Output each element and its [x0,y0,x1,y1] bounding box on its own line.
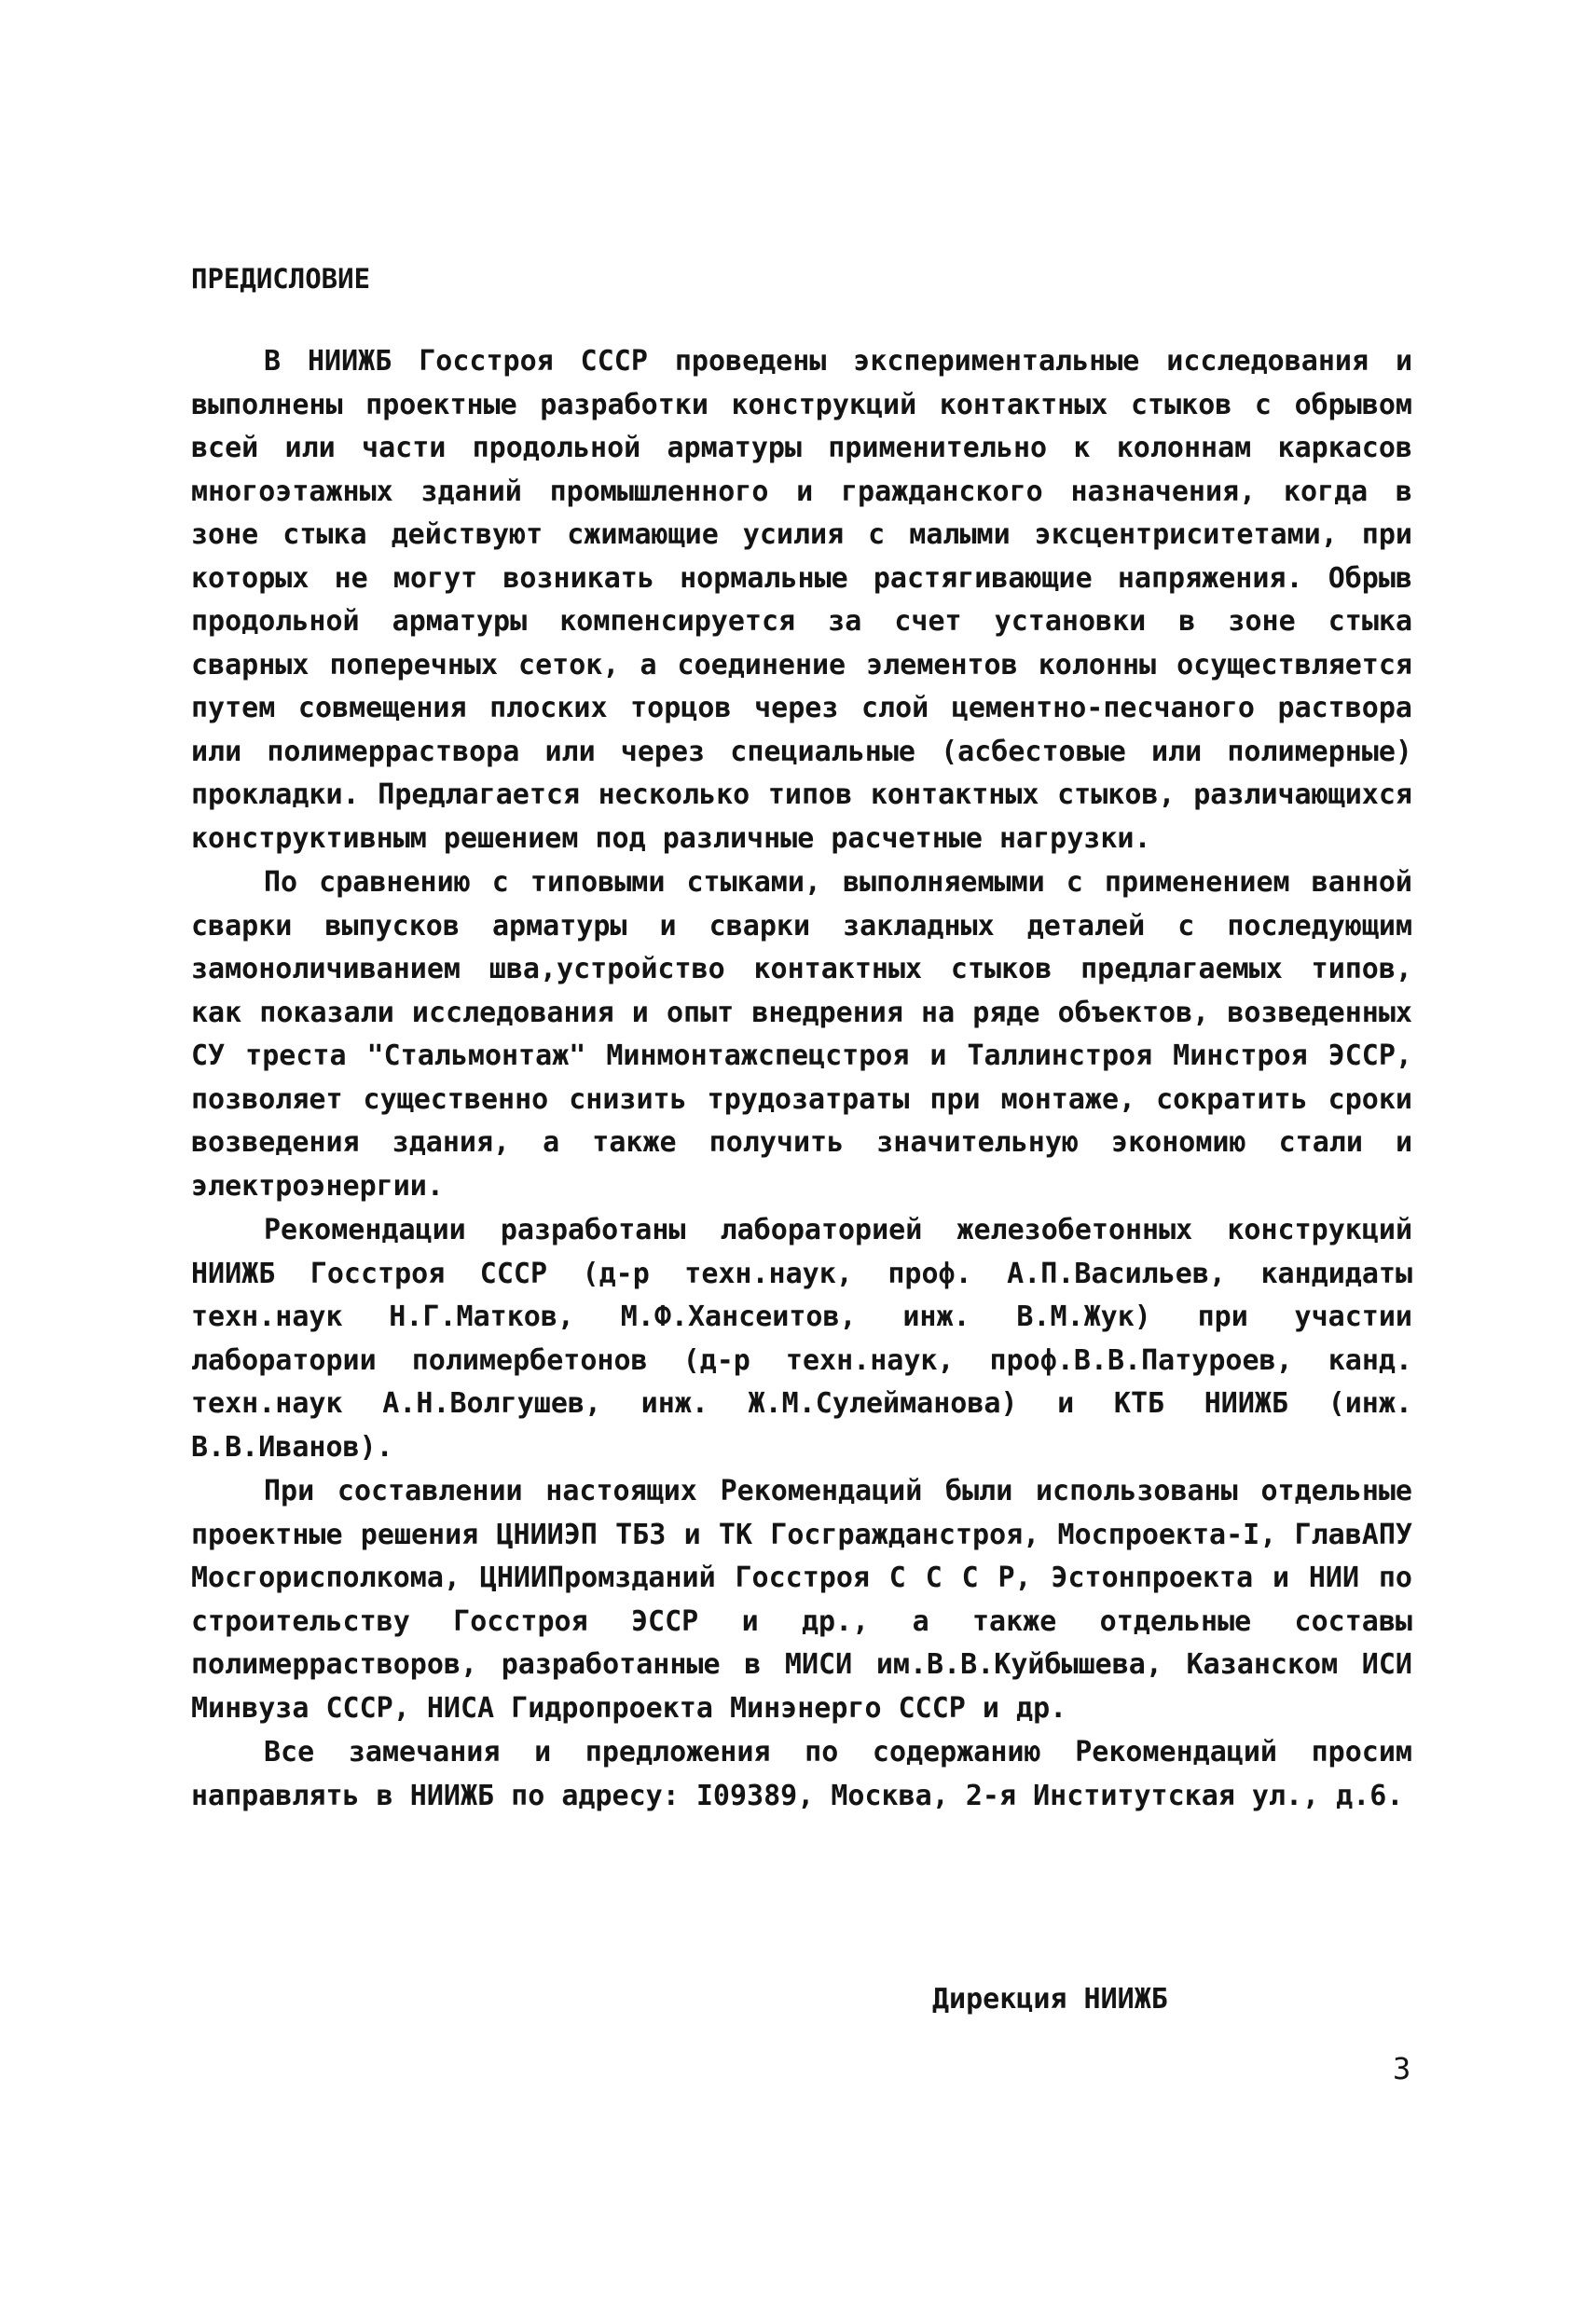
paragraph-research: В НИИЖБ Госстроя СССР проведены экспериментальные исследования и выполнены проектные разработки конструкций контактных стыков с обрывом всей или части продольной арматуры применительно к колоннам каркасов многоэтажных зданий промышленного и гражданского назначения, когда в зоне стыка действуют сжимающие усилия с малыми эксцентриситетами, при которых не могут возникать нормальные растягивающие напряжения. Обрыв продольной арматуры компенсируется за счет установки в зоне стыка сварных поперечных сеток, а соединение элементов колонны осуществляется путем совмещения плоских торцов через слой цементно-песчаного раствора или полимерраствора или через специальные (асбестовые или полимерные) прокладки. Предлагается несколько типов контактных стыков, различающихся конструктивным решением под различные расчетные нагрузки. [191,345,1412,855]
page-number: 3 [1393,2051,1411,2086]
paragraph-contact: Все замечания и предложения по содержанию Рекомендаций просим направлять в НИИЖБ по адресу: I09389, Москва, 2-я Институтская ул., д.6. [191,1736,1412,1812]
body-text [191,340,1412,1819]
paragraph-authors: Рекомендации разработаны лабораторией железобетонных конструкций НИИЖБ Госстроя СССР (д-р техн.наук, проф. А.П.Васильев, кандидаты техн.наук Н.Г.Матков, М.Ф.Хансеитов, инж. В.М.Жук) при участии лаборатории полимербетонов (д-р техн.наук, проф.В.В.Патуроев, канд. техн.наук А.Н.Волгушев, инж. Ж.М.Сулейманова) и КТБ НИИЖБ (инж. В.В.Иванов). [191,1214,1412,1464]
paragraph-sources: При составлении настоящих Рекомендаций были использованы отдельные проектные решения ЦНИИЭП ТБЗ и ТК Госгражданстроя, Моспроекта-I, ГлавАПУ Мосгорисполкома, ЦНИИПромзданий Госстроя С С С Р, Эстонпроекта и НИИ по строительству Госстроя ЭССР и др., а также отдельные составы полимеррастворов, разработанные в МИСИ им.В.В.Куйбышева, Казанском ИСИ Минвуза СССР, НИСА Гидропроекта Минэнерго СССР и др. [191,1475,1412,1725]
signature: Дирекция НИИЖБ [932,1983,1168,2016]
paragraph-comparison: По сравнению с типовыми стыками, выполняемыми с применением ванной сварки выпусков арматуры и сварки закладных деталей с последующим замоноличиванием шва,устройство контактных стыков предлагаемых типов, как показали исследования и опыт внедрения на ряде объектов, возведенных СУ треста "Стальмонтаж" Минмонтажспецстроя и Таллинстроя Минстроя ЭССР, позволяет существенно снизить трудозатраты при монтаже, сократить сроки возведения здания, а также получить значительную экономию стали и электроэнергии. [191,866,1412,1203]
page-title: ПРЕДИСЛОВИЕ [191,263,371,295]
